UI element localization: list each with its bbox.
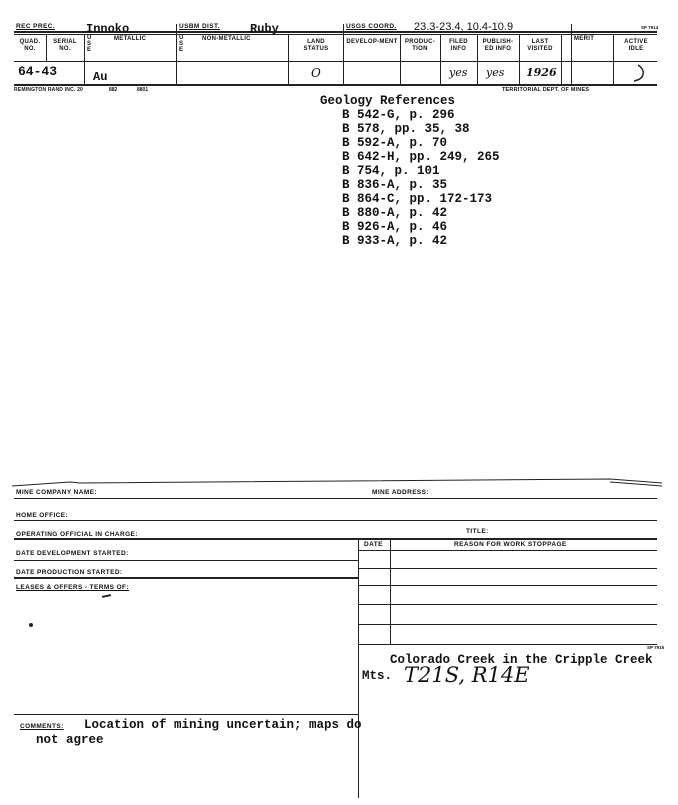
- quad-serial-value: 64-43: [18, 64, 58, 79]
- territorial-dept-label: TERRITORIAL DEPT. OF MINES: [502, 87, 590, 93]
- serial-no-header: SERIAL NO.: [53, 39, 77, 52]
- usbm-dist-label: USBM DIST.: [179, 23, 220, 30]
- ink-dot: [29, 623, 33, 627]
- reference-item: B 880-A, p. 42: [342, 206, 448, 220]
- location-prefix: Mts.: [362, 669, 393, 683]
- form-number-2: SP 7915: [647, 645, 665, 650]
- active-idle-header: ACTIVE IDLE: [624, 39, 648, 52]
- quad-no-header: QUAD. NO.: [19, 39, 41, 52]
- metallic-use-marker: U S E: [87, 35, 92, 53]
- references-title: Geology References: [320, 94, 456, 108]
- published-info-header: PUBLISH-ED INFO: [482, 39, 514, 52]
- reference-item: B 836-A, p. 35: [342, 178, 448, 192]
- form-number: SP 7914: [641, 25, 659, 30]
- printer-code-1: 882: [109, 87, 118, 93]
- nonmetallic-header: NON-METALLIC: [202, 36, 251, 42]
- card-top-edge: [10, 474, 665, 494]
- leases-offers-label: LEASES & OFFERS - TERMS OF:: [16, 584, 129, 591]
- rec-prec-label: REC PREC.: [16, 23, 55, 30]
- mine-company-name-label: MINE COMPANY NAME:: [16, 489, 97, 496]
- reference-item: B 933-A, p. 42: [342, 234, 448, 248]
- last-visited-header: LAST VISITED: [527, 39, 553, 52]
- reference-item: B 578, pp. 35, 38: [342, 122, 470, 136]
- date-production-started-label: DATE PRODUCTION STARTED:: [16, 569, 123, 576]
- active-idle-check-mark: [632, 62, 650, 84]
- usgs-coord-value: 23.3-23.4, 10.4-10.9: [414, 21, 514, 33]
- location-township-range: T21S, R14E: [404, 663, 530, 687]
- reason-column-header: REASON FOR WORK STOPPAGE: [454, 541, 567, 548]
- development-header: DEVELOP-MENT: [346, 39, 398, 45]
- reference-item: B 864-C, pp. 172-173: [342, 192, 493, 206]
- date-column-header: DATE: [364, 541, 383, 548]
- reference-item: B 542-G, p. 296: [342, 108, 455, 122]
- land-status-header: LAND STATUS: [303, 39, 329, 52]
- mine-address-label: MINE ADDRESS:: [372, 489, 429, 496]
- printer-label: REMINGTON RAND INC. 20: [14, 87, 84, 93]
- last-visited-value: 1926: [526, 66, 557, 79]
- ink-mark: [102, 594, 111, 598]
- comments-line-1: Location of mining uncertain; maps do: [84, 718, 362, 732]
- home-office-label: HOME OFFICE:: [16, 512, 69, 519]
- title-label: TITLE:: [466, 528, 489, 535]
- production-header: PRODUC-TION: [404, 39, 436, 52]
- usgs-coord-label: USGS COORD.: [346, 23, 397, 30]
- reference-item: B 754, p. 101: [342, 164, 440, 178]
- location-line-1: Colorado Creek in the Cripple Creek: [390, 653, 653, 667]
- rec-prec-value: Innoko: [86, 22, 130, 36]
- printer-code-2: 8801: [137, 87, 149, 93]
- metallic-header: METALLIC: [114, 36, 147, 42]
- published-info-value: yes: [486, 66, 505, 79]
- usbm-dist-value: Ruby: [250, 22, 279, 36]
- metallic-value: Au: [93, 70, 108, 84]
- merit-header: MERIT: [574, 36, 595, 42]
- reference-item: B 926-A, p. 46: [342, 220, 448, 234]
- reference-item: B 592-A, p. 70: [342, 136, 448, 150]
- date-development-started-label: DATE DEVELOPMENT STARTED:: [16, 550, 129, 557]
- comments-line-2: not agree: [36, 733, 104, 747]
- operating-official-label: OPERATING OFFICIAL IN CHARGE:: [16, 531, 138, 538]
- nonmetallic-use-marker: U S E: [179, 35, 184, 53]
- comments-label: COMMENTS:: [20, 723, 64, 730]
- land-status-value: O: [311, 66, 321, 80]
- reference-item: B 642-H, pp. 249, 265: [342, 150, 500, 164]
- filed-info-value: yes: [449, 66, 468, 79]
- filed-info-header: FILED INFO: [449, 39, 468, 52]
